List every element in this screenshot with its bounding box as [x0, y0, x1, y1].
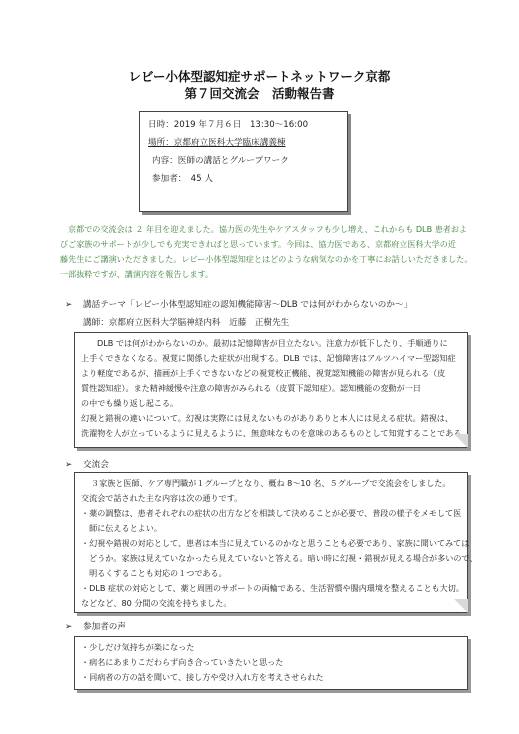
event-participants: 参加者： 45 人 [152, 174, 213, 184]
page-fold-icon [454, 599, 468, 613]
event-date: 日時：2019 年７月６日 13:30～16:00 [148, 120, 309, 130]
exchange-line: 明るくすることも対応の１つである。 [81, 568, 227, 578]
lecture-line: 幻視と錯視の違いについて。幻視は実際には見えないものがありありと本人には見える症状。錯視は、 [81, 413, 453, 423]
exchange-summary-box [74, 472, 478, 613]
intro-line: びご家族のサポートが少しでも充実できればと思っています。今回は、協力医である、京都府立医科大学の近 [60, 239, 456, 249]
voice-item: ・同病者の方の話を聞いて、接し方や受け入れ方を考えさせられた [81, 672, 324, 682]
arrow-bullet-icon: ➢ [65, 622, 73, 632]
lecture-line: 上手くできなくなる。視覚に関係した症状が出現する。DLB では、記憶障害はアルツハイマー型認知症 [81, 353, 456, 363]
lecture-line: 質性認知症）。また精神緩慢や注意の障害がみられる（皮質下認知症）。認知機能の変動が一日 [81, 383, 421, 393]
exchange-heading-text: 交流会 [83, 460, 109, 470]
lecture-summary-text [81, 336, 470, 441]
voices-box [74, 636, 468, 690]
voices-heading-text: 参加者の声 [83, 622, 126, 632]
exchange-heading [65, 458, 109, 470]
voices-text [81, 640, 324, 685]
report-title-line2: 第７回交流会 活動報告書 [184, 86, 335, 101]
exchange-line: などなど、80 分間の交流を持ちました。 [81, 598, 232, 608]
lecture-line: より軽度であるが、描画が上手くできないなどの視覚校正機能、視覚認知機能の障害が見られる（皮 [81, 368, 446, 378]
exchange-line: ・薬の調整は、患者それぞれの症状の出方などを相談して決めることが必要で、普段の様子をメモして医 [81, 508, 462, 518]
lecture-theme-text: 講話テーマ「レビー小体型認知症の認知機能障害～DLB では何がわからないのか～」 [83, 300, 413, 310]
exchange-line: ・DLB 症状の対応として、薬と周囲のサポートの両輪である、生活習慣や腸内環境を整えることも大切。 [81, 583, 464, 593]
exchange-line: どうか。家族は見えていなかったら見えていないと答える。暗い時に幻視・錯視が見える場合が多いので、 [81, 553, 478, 563]
event-place: 場所：京都府立医科大学臨床講義棟 [148, 138, 286, 148]
arrow-bullet-icon: ➢ [65, 460, 73, 470]
event-info-box [139, 111, 348, 212]
intro-line: 藤先生にご講演いただきました。レビー小体型認知症とはどのような病気なのかを丁寧にお話しいただきました。 [60, 254, 473, 264]
lecture-summary-box [74, 332, 468, 448]
lecture-line: の中でも繰り返し起こる。 [81, 398, 179, 408]
lecture-line: 洗濯物を人が立っているように見えるように、無意味なものを意味のあるものとして知覚することである。 [81, 428, 470, 438]
lecture-theme [65, 298, 412, 310]
page-fold-icon [454, 434, 468, 448]
intro-line: 京都での交流会は ２ 年目を迎えました。協力医の先生やケアスタッフも少し増え、これからも DLB 患者およ [68, 224, 468, 234]
intro-paragraph [60, 222, 473, 282]
report-title-line1: レビー小体型認知症サポートネットワーク京都 [128, 69, 391, 84]
intro-line: 一部抜粋ですが、講演内容を報告します。 [60, 269, 214, 279]
arrow-bullet-icon: ➢ [65, 300, 73, 310]
exchange-line: 師に伝えるとよい。 [81, 523, 162, 533]
event-content: 内容：医師の講話とグループワーク [152, 156, 289, 166]
exchange-line: 交流会で話された主な内容は次の通りです。 [81, 493, 243, 503]
voice-item: ・少しだけ気持ちが楽になった [81, 642, 195, 652]
voice-item: ・病名にあまりこだわらず向き合っていきたいと思った [81, 657, 284, 667]
exchange-line: ３家族と医師、ケア専門職が１グループとなり、概ね 8～10 名、５グループで交流会をしました。 [91, 478, 451, 488]
exchange-summary-text [81, 476, 477, 611]
exchange-line: ・幻視や錯視の対応として、患者は本当に見えているのかなと思うことも必要であり、家族に聞いてみては [81, 538, 470, 548]
lecture-line: DLB では何がわからないのか。最初は記憶障害が目立たない。注意力が低下したり、手順通りに [97, 338, 448, 348]
lecture-speaker: 講師：京都府立医科大学脳神経内科 近藤 正樹先生 [83, 318, 290, 328]
voices-heading [65, 620, 126, 632]
